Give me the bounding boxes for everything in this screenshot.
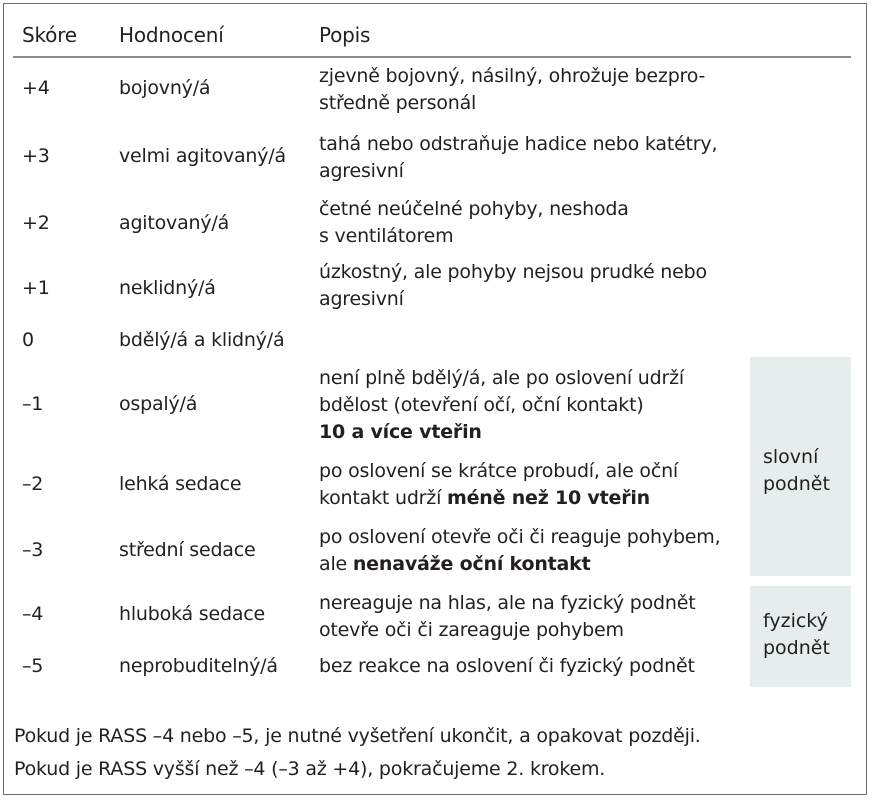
row-description-emphasis: nenaváže oční kontakt [352, 553, 591, 575]
row-description-line: otevře oči či zareaguje pohybem [319, 619, 624, 641]
physical-stimulus-cell [750, 586, 851, 687]
header-rule [13, 56, 851, 58]
row-description-line: ale nenaváže oční kontakt [319, 553, 591, 575]
footer-note: Pokud je RASS –4 nebo –5, je nutné vyšetření ukončit, a opakovat později. [14, 725, 701, 747]
row-score: +3 [22, 145, 50, 167]
row-description-line: nereaguje na hlas, ale na fyzický podnět [319, 592, 696, 614]
row-score: 0 [22, 329, 34, 351]
row-score: +2 [22, 212, 50, 234]
row-description-line: agresivní [319, 160, 404, 182]
row-rating: agitovaný/á [119, 212, 230, 234]
row-description-line: kontakt udrží méně než 10 vteřin [319, 487, 651, 509]
row-description-line: po oslovení otevře oči či reaguje pohybem, [319, 526, 721, 548]
row-score: –2 [22, 473, 44, 495]
row-description-line: bez reakce na oslovení či fyzický podnět [319, 655, 695, 677]
verbal-stimulus-line2: podnět [763, 473, 830, 495]
row-description-line: četné neúčelné pohyby, neshoda [319, 198, 629, 220]
row-description-emphasis: méně než 10 vteřin [446, 487, 651, 509]
row-rating: neprobuditelný/á [119, 655, 278, 677]
row-score: –1 [22, 393, 44, 415]
row-description-line: tahá nebo odstraňuje hadice nebo katétry, [319, 133, 718, 155]
row-rating: hluboká sedace [119, 603, 266, 625]
row-rating: bojovný/á [119, 77, 211, 99]
row-rating: velmi agitovaný/á [119, 145, 286, 167]
verbal-stimulus-cell [750, 357, 851, 576]
header-rating: Hodnocení [119, 23, 224, 47]
row-rating: ospalý/á [119, 393, 198, 415]
physical-stimulus-line2: podnět [763, 637, 830, 659]
row-description-line: není plně bdělý/á, ale po oslovení udrží [319, 367, 684, 389]
row-description-line: zjevně bojovný, násilný, ohrožuje bezpro- [319, 65, 706, 87]
row-rating: neklidný/á [119, 277, 216, 299]
header-description: Popis [319, 23, 371, 47]
row-score: +1 [22, 277, 50, 299]
row-description-line: úzkostný, ale pohyby nejsou prudké nebo [319, 261, 707, 283]
row-rating: střední sedace [119, 539, 256, 561]
physical-stimulus-line1: fyzický [763, 610, 828, 632]
row-rating: bdělý/á a klidný/á [119, 329, 285, 351]
row-description-line: agresivní [319, 288, 404, 310]
row-description-line: bdělost (otevření očí, oční kontakt) [319, 394, 644, 416]
row-score: +4 [22, 77, 50, 99]
row-score: –5 [22, 655, 44, 677]
row-description-line: středně personál [319, 92, 477, 114]
verbal-stimulus-line1: slovní [763, 446, 819, 468]
row-score: –3 [22, 539, 44, 561]
header-score: Skóre [22, 23, 77, 47]
row-description-emphasis: 10 a více vteřin [319, 421, 482, 443]
row-description-line: po oslovení se krátce probudí, ale oční [319, 460, 678, 482]
row-description-line: s ventilátorem [319, 225, 454, 247]
footer-note: Pokud je RASS vyšší než –4 (–3 až +4), pokračujeme 2. krokem. [14, 758, 606, 780]
row-score: –4 [22, 603, 44, 625]
row-rating: lehká sedace [119, 473, 242, 495]
